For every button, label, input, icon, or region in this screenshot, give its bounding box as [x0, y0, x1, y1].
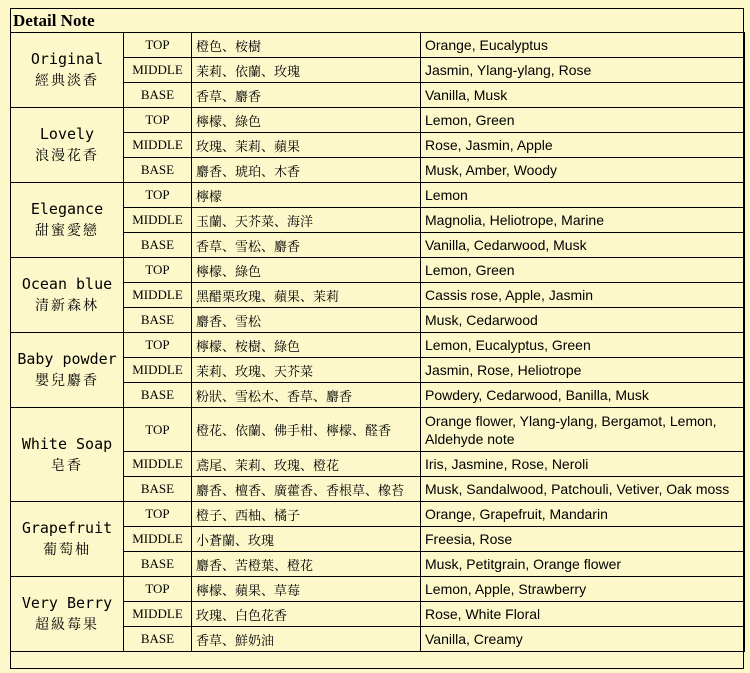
- note-ingredients-en: Musk, Sandalwood, Patchouli, Vetiver, Oak moss: [421, 477, 745, 502]
- note-ingredients-zh: 檸檬、蘋果、草莓: [192, 577, 421, 602]
- note-ingredients-zh: 麝香、苦橙葉、橙花: [192, 552, 421, 577]
- fragrance-name: Very Berry: [21, 594, 113, 612]
- note-level: TOP: [124, 33, 192, 58]
- note-level: TOP: [124, 258, 192, 283]
- note-row: [11, 502, 745, 527]
- note-ingredients-en: Musk, Petitgrain, Orange flower: [421, 552, 745, 577]
- note-ingredients-en: Vanilla, Creamy: [421, 627, 745, 652]
- note-level: MIDDLE: [124, 208, 192, 233]
- note-ingredients-zh: 橙色、桉樹: [192, 33, 421, 58]
- note-level: BASE: [124, 83, 192, 108]
- note-ingredients-zh: 檸檬、綠色: [192, 258, 421, 283]
- note-ingredients-en: Musk, Amber, Woody: [421, 158, 745, 183]
- sheet-title: Detail Note: [13, 11, 95, 30]
- note-ingredients-en: Vanilla, Musk: [421, 83, 745, 108]
- note-ingredients-en: Rose, White Floral: [421, 602, 745, 627]
- notes-table: [10, 32, 745, 652]
- fragrance-name: Lovely: [39, 125, 95, 143]
- note-level: MIDDLE: [124, 58, 192, 83]
- note-ingredients-en: Lemon, Green: [421, 108, 745, 133]
- note-ingredients-zh: 檸檬、桉樹、綠色: [192, 333, 421, 358]
- fragrance-name-zh: 經典淡香: [35, 73, 99, 89]
- note-ingredients-zh: 茉莉、依蘭、玫瑰: [192, 58, 421, 83]
- note-level: TOP: [124, 333, 192, 358]
- fragrance-name-zh: 清新森林: [35, 298, 99, 314]
- note-ingredients-en: Orange flower, Ylang-ylang, Bergamot, Lemon, Aldehyde note: [421, 408, 745, 452]
- note-level: BASE: [124, 383, 192, 408]
- note-ingredients-en: Jasmin, Rose, Heliotrope: [421, 358, 745, 383]
- note-ingredients-en: Musk, Cedarwood: [421, 308, 745, 333]
- fragrance-name-cell: [11, 502, 124, 577]
- note-ingredients-zh: 茉莉、玫瑰、天芥菜: [192, 358, 421, 383]
- fragrance-name-zh: 甜蜜愛戀: [35, 223, 99, 239]
- note-ingredients-zh: 玫瑰、白色花香: [192, 602, 421, 627]
- note-row: [11, 258, 745, 283]
- note-level: MIDDLE: [124, 283, 192, 308]
- note-level: BASE: [124, 158, 192, 183]
- note-level: TOP: [124, 108, 192, 133]
- note-level: BASE: [124, 233, 192, 258]
- fragrance-name-cell: [11, 258, 124, 333]
- note-ingredients-en: Freesia, Rose: [421, 527, 745, 552]
- note-ingredients-en: Iris, Jasmine, Rose, Neroli: [421, 452, 745, 477]
- fragrance-name-zh: 葡萄柚: [43, 542, 91, 558]
- note-ingredients-zh: 麝香、雪松: [192, 308, 421, 333]
- note-ingredients-zh: 鳶尾、茉莉、玫瑰、橙花: [192, 452, 421, 477]
- fragrance-name: Original: [30, 50, 104, 68]
- note-ingredients-zh: 檸檬、綠色: [192, 108, 421, 133]
- note-level: BASE: [124, 308, 192, 333]
- fragrance-name: Ocean blue: [21, 275, 113, 293]
- note-ingredients-en: Lemon: [421, 183, 745, 208]
- note-ingredients-zh: 黑醋栗玫瑰、蘋果、茉莉: [192, 283, 421, 308]
- note-ingredients-en: Orange, Eucalyptus: [421, 33, 745, 58]
- note-ingredients-en: Jasmin, Ylang-ylang, Rose: [421, 58, 745, 83]
- note-level: MIDDLE: [124, 133, 192, 158]
- note-ingredients-zh: 橙子、西柚、橘子: [192, 502, 421, 527]
- note-ingredients-en: Lemon, Eucalyptus, Green: [421, 333, 745, 358]
- note-level: TOP: [124, 577, 192, 602]
- note-row: [11, 183, 745, 208]
- note-level: TOP: [124, 408, 192, 452]
- note-row: [11, 108, 745, 133]
- note-ingredients-en: Lemon, Apple, Strawberry: [421, 577, 745, 602]
- note-row: [11, 577, 745, 602]
- note-ingredients-zh: 檸檬: [192, 183, 421, 208]
- note-level: MIDDLE: [124, 452, 192, 477]
- note-ingredients-zh: 香草、麝香: [192, 83, 421, 108]
- fragrance-name-zh: 浪漫花香: [35, 148, 99, 164]
- note-ingredients-zh: 香草、雪松、麝香: [192, 233, 421, 258]
- note-ingredients-en: Rose, Jasmin, Apple: [421, 133, 745, 158]
- note-level: BASE: [124, 627, 192, 652]
- note-ingredients-zh: 粉狀、雪松木、香草、麝香: [192, 383, 421, 408]
- note-level: BASE: [124, 477, 192, 502]
- note-ingredients-zh: 玉蘭、天芥菜、海洋: [192, 208, 421, 233]
- note-row: [11, 408, 745, 452]
- note-row: [11, 33, 745, 58]
- fragrance-name: Baby powder: [17, 350, 117, 368]
- note-level: MIDDLE: [124, 527, 192, 552]
- note-ingredients-zh: 麝香、琥珀、木香: [192, 158, 421, 183]
- notes-table-body: [11, 33, 745, 652]
- fragrance-name-cell: [11, 33, 124, 108]
- note-row: [11, 333, 745, 358]
- note-level: TOP: [124, 183, 192, 208]
- note-ingredients-zh: 橙花、依蘭、佛手柑、檸檬、醛香: [192, 408, 421, 452]
- note-ingredients-zh: 麝香、檀香、廣藿香、香根草、橡苔: [192, 477, 421, 502]
- note-ingredients-zh: 玫瑰、茉莉、蘋果: [192, 133, 421, 158]
- fragrance-name-cell: [11, 333, 124, 408]
- note-level: TOP: [124, 502, 192, 527]
- note-ingredients-en: Magnolia, Heliotrope, Marine: [421, 208, 745, 233]
- note-ingredients-en: Lemon, Green: [421, 258, 745, 283]
- fragrance-name-cell: [11, 108, 124, 183]
- fragrance-name-zh: 皂香: [51, 457, 83, 474]
- note-ingredients-zh: 香草、鮮奶油: [192, 627, 421, 652]
- note-ingredients-en: Vanilla, Cedarwood, Musk: [421, 233, 745, 258]
- fragrance-name-zh: 嬰兒麝香: [35, 373, 99, 389]
- fragrance-name-cell: [11, 408, 124, 502]
- note-level: MIDDLE: [124, 602, 192, 627]
- fragrance-name: Elegance: [30, 200, 104, 218]
- note-ingredients-en: Cassis rose, Apple, Jasmin: [421, 283, 745, 308]
- fragrance-name-cell: [11, 577, 124, 652]
- note-ingredients-en: Orange, Grapefruit, Mandarin: [421, 502, 745, 527]
- fragrance-name-cell: [11, 183, 124, 258]
- note-ingredients-zh: 小蒼蘭、玫瑰: [192, 527, 421, 552]
- note-level: MIDDLE: [124, 358, 192, 383]
- fragrance-name: White Soap: [21, 434, 113, 453]
- note-ingredients-en: Powdery, Cedarwood, Banilla, Musk: [421, 383, 745, 408]
- fragrance-name: Grapefruit: [21, 519, 113, 537]
- fragrance-name-zh: 超級莓果: [35, 617, 99, 633]
- note-level: BASE: [124, 552, 192, 577]
- detail-note-sheet: [10, 8, 744, 669]
